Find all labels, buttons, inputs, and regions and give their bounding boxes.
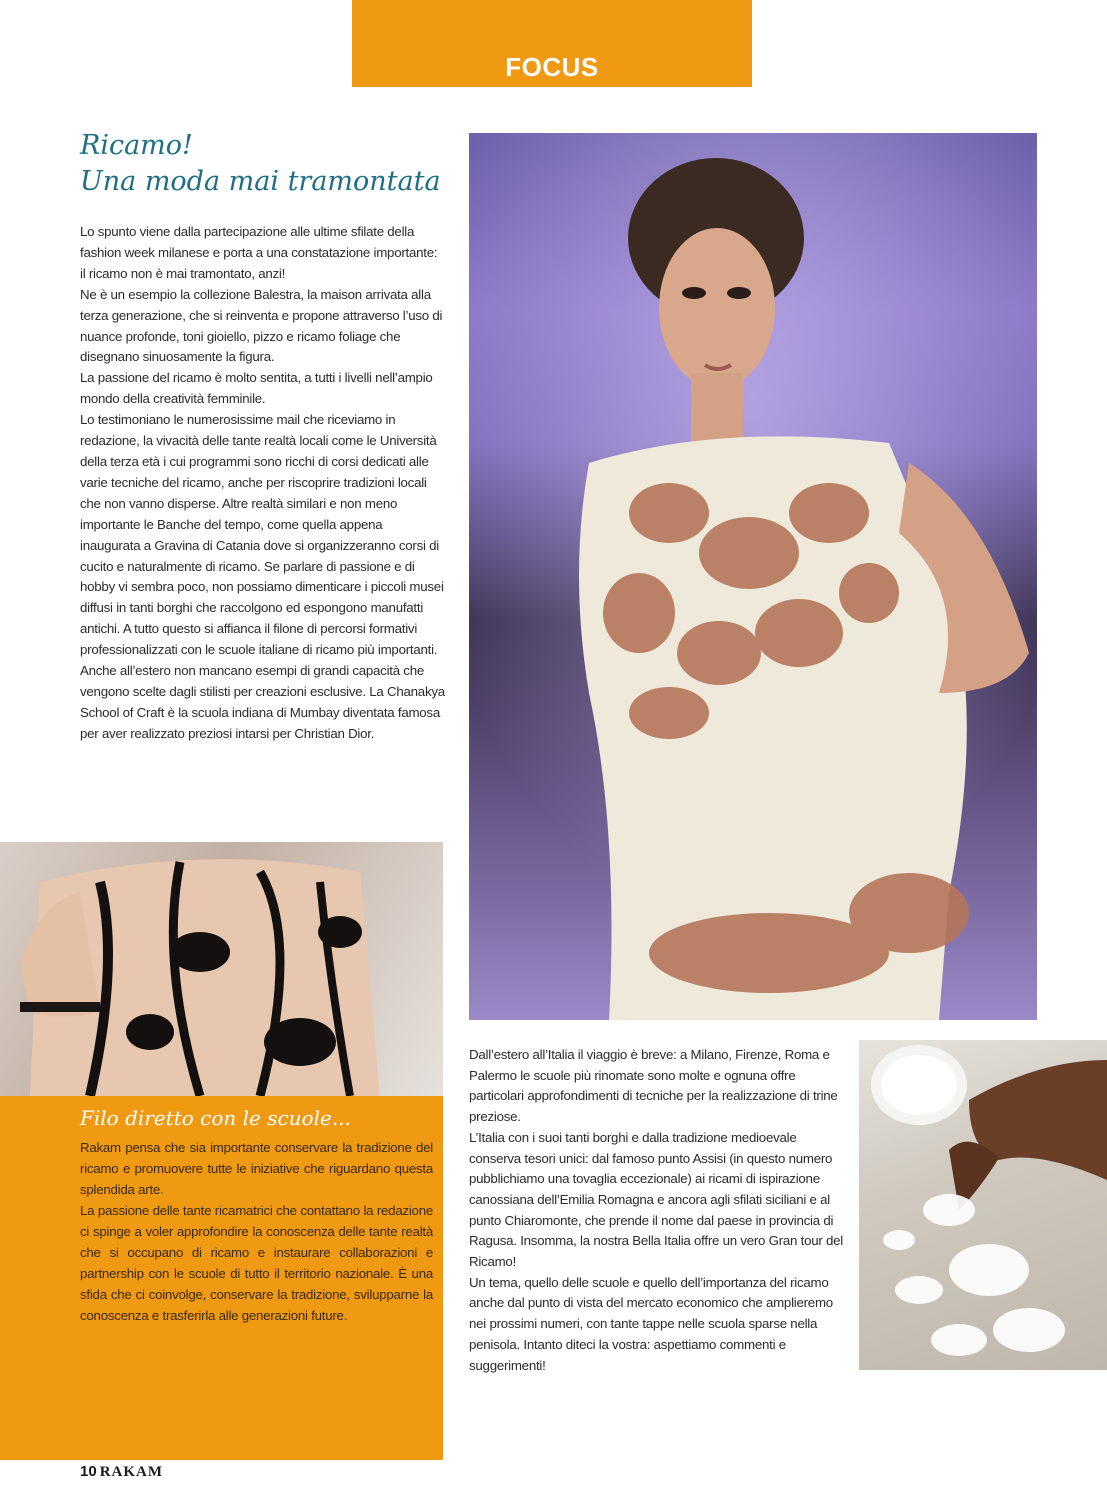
box-paragraph: Rakam pensa che sia importante conservare la tradizione del ricamo e promuovere tutte le iniziative che riguardano questa splendida arte.	[80, 1140, 433, 1197]
section-tab	[352, 0, 752, 87]
embroidered-dress-illustration	[0, 842, 443, 1096]
schools-box-title: Filo diretto con le scuole...	[80, 1106, 351, 1130]
section-label: FOCUS	[505, 52, 599, 82]
runway-model-illustration	[469, 133, 1037, 1020]
embroidered-dress-photo	[0, 842, 443, 1096]
runway-model-photo	[469, 133, 1037, 1020]
right-paragraph: Un tema, quello delle scuole e quello dell’importanza del ricamo anche dal punto di vista del mercato economico che amplieremo nei prossimi numeri, con tante tappe nelle scuola sparse nella penisola. Intanto diteci la vostra: aspettiamo commenti e suggerimenti!	[469, 1274, 833, 1373]
embroidery-hands-illustration	[859, 1040, 1107, 1370]
right-paragraph: Dall’estero all’Italia il viaggio è breve: a Milano, Firenze, Roma e Palermo le scuole più rinomate sono molte e ognuna offre particolari approfondimenti di tecniche per la realizzazione di trine preziose.	[469, 1047, 838, 1125]
box-paragraph: La passione delle tante ricamatrici che contattano la redazione ci spinge a voler approfondire la conoscenza delle tante realtà che si occupano di ricamo e instaurare collaborazioni e partnership con le scuole di tutto il territorio nazionale. È una sfida che ci coinvolge, conservare la tradizione, svilupparne la conoscenza e trasferirla alle generazioni future.	[80, 1203, 433, 1323]
article-paragraph: Ne è un esempio la collezione Balestra, la maison arrivata alla terza generazione, che si reinventa e propone attraverso l’uso di nuance profonde, toni gioiello, pizzo e ricamo foliage che disegnano sinuosamente la figura.	[80, 286, 443, 365]
right-paragraph: L’Italia con i suoi tanti borghi e dalla tradizione medioevale conserva tesori unici: dal famoso punto Assisi (in questo numero pubblichiamo una tovaglia eccezionale) ai ricami di ispirazione canossiana dell’Emilia Romagna e ancora agli sfilati siciliani e al punto Chiaromonte, che prende il nome dal paese in provincia di Ragusa. Insomma, la nostra Bella Italia offre un vero Gran tour del Ricamo!	[469, 1129, 843, 1270]
page-footer	[80, 1463, 163, 1485]
article-paragraph: Lo spunto viene dalla partecipazione alle ultime sfilate della fashion week milanese e porta a una constatazione importante: il ricamo non è mai tramontato, anzi!	[80, 224, 438, 281]
embroidery-hands-photo	[859, 1040, 1107, 1370]
article-paragraph: La passione del ricamo è molto sentita, a tutti i livelli nell’ampio mondo della creatività femminile.	[80, 370, 433, 407]
article-title-line1: Ricamo!	[80, 130, 193, 161]
article-paragraph: Lo testimoniano le numerosissime mail che riceviamo in redazione, la vivacità delle tante realtà locali come le Università della terza età i cui programmi sono ricchi di corsi dedicati alle varie tecniche del ricamo, anche per riscoprire tradizioni locali che non vanno disperse. Altre realtà similari e non meno importante le Banche del tempo, come quella appena inaugurata a Gravina di Catania dove si organizzeranno corsi di cucito e naturalmente di ricamo. Se parlare di passione e di hobby vi sembra poco, non possiamo dimenticare i piccoli musei diffusi in tanti borghi che raccolgono ed espongono manufatti antichi. A tutto questo si affianca il filone di percorsi formativi professionalizzati con le scuole italiane di ricamo più importanti. Anche all’estero non mancano esempi di grandi capacità che vengono scelte dagli stilisti per creazioni esclusive. La Chanakya School of Craft è la scuola indiana di Mumbay diventata famosa per aver realizzato preziosi intarsi per Christian Dior.	[80, 412, 445, 741]
article-title-line2: Una moda mai tramontata	[80, 166, 441, 197]
article-body	[80, 222, 445, 745]
right-column-body	[469, 1045, 849, 1376]
page-number: 10	[80, 1463, 97, 1480]
schools-box-body	[80, 1137, 433, 1326]
article-title	[80, 128, 460, 200]
magazine-brand: RAKAM	[99, 1464, 164, 1480]
